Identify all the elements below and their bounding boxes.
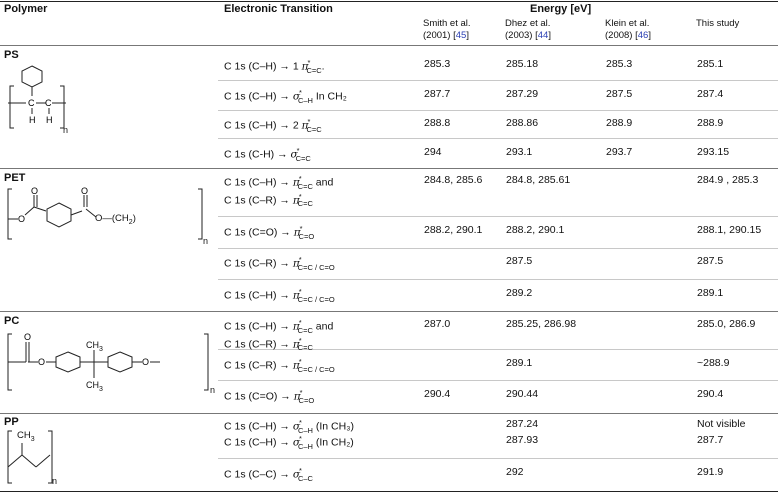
pp-subscript-n: n (52, 476, 58, 486)
energy-value: 288.8 (424, 117, 451, 129)
energy-value: 287.7 (424, 88, 451, 100)
energy-value: 285.1 (697, 58, 724, 70)
bottom-rule (0, 491, 778, 492)
transition-cell: C 1s $(C-R) \to \pi^*_{C=C / C=O}$ (224, 357, 335, 374)
transition-cell: C 1s $(C-H) \to \sigma^*_{C=C}$ (224, 146, 311, 163)
energy-value: 287.5 (697, 255, 724, 267)
ps-subscript-n: n (63, 125, 69, 135)
energy-value: 289.1 (506, 357, 533, 369)
transition-cell: C 1s $(C=O) \to \pi^*_{C=O}$ (224, 224, 315, 241)
energy-value: ~288.9 (697, 357, 730, 369)
energy-value: 289.1 (697, 287, 724, 299)
energy-value: 291.9 (697, 466, 724, 478)
header-polymer: Polymer (4, 3, 48, 15)
energy-value: 294 (424, 146, 442, 158)
energy-value: 290.4 (424, 388, 451, 400)
energy-value: 287.5 (606, 88, 633, 100)
energy-value: 288.9 (697, 117, 724, 129)
transition-cell: C 1s (C–H) → 2 $\pi^*_{C=C}$ (224, 117, 322, 134)
energy-value: 285.25, 286.98 (506, 318, 577, 330)
energy-value: 292 (506, 466, 524, 478)
section-rule (0, 168, 778, 169)
polymer-pet: PET (4, 172, 26, 184)
svg-text:O: O (142, 357, 150, 367)
energy-value: 287.93 (506, 434, 539, 446)
energy-value: 289.2 (506, 287, 533, 299)
energy-value: 287.4 (697, 88, 724, 100)
transition-cell: C 1s $(C-H) \to \pi^*_{C=C / C=O}$ (224, 287, 335, 304)
header-rule (0, 45, 778, 46)
energy-value: 288.2, 290.1 (424, 224, 483, 236)
row-rule (218, 380, 778, 381)
transition-cell: C 1s $(C-H) \to \pi^*_{C=C}$ and C 1s $(C-R) \to \pi^*_{C=C}$ (224, 318, 334, 353)
ps-structure-image (4, 62, 74, 134)
energy-value: 287.5 (506, 255, 533, 267)
energy-value: 285.0, 286.9 (697, 318, 756, 330)
transition-cell: C 1s $(C-C) \to \sigma^*_{C-C}$ (224, 466, 313, 483)
polymer-pp: PP (4, 416, 19, 428)
row-rule (218, 248, 778, 249)
energy-value: 285.18 (506, 58, 539, 70)
top-rule (0, 1, 778, 2)
transition-cell: C 1s $(C-H) \to \sigma^*_{C-H}$ (In CH₃) (224, 418, 354, 435)
energy-value: 288.86 (506, 117, 539, 129)
source-smith: Smith et al. (2001) [45] (423, 18, 471, 41)
source-dhez: Dhez et al. (2003) [44] (505, 18, 551, 41)
energy-value: 284.8, 285.61 (506, 174, 571, 186)
section-rule (0, 413, 778, 414)
energy-value: 293.1 (506, 146, 533, 158)
energy-value: 287.24 (506, 418, 539, 430)
svg-text:C: C (45, 98, 52, 108)
transition-cell: C 1s (C–H) → 1 $\pi^*_{C=C}$. (224, 58, 325, 75)
svg-text:O: O (31, 186, 39, 196)
transition-cell: C 1s $(C-H) \to \sigma^*_{C-H}$ (In CH₂) (224, 434, 354, 451)
energy-value: 293.15 (697, 146, 730, 158)
svg-text:H: H (46, 115, 53, 125)
energy-value: 284.8, 285.6 (424, 174, 483, 186)
energy-value: 285.3 (606, 58, 633, 70)
svg-text:O: O (18, 214, 26, 224)
svg-text:O: O (24, 332, 32, 342)
pc-ch3-top: $CH_3$ (86, 340, 103, 353)
row-rule (218, 458, 778, 459)
energy-value: 288.2, 290.1 (506, 224, 565, 236)
svg-text:O: O (81, 186, 89, 196)
energy-value: 288.1, 290.15 (697, 224, 762, 236)
pc-ch3-bottom: $CH_3$ (86, 380, 103, 393)
energy-value: 287.0 (424, 318, 451, 330)
polymer-ps: PS (4, 49, 19, 61)
transition-cell: C 1s $(C-R) \to \pi^*_{C=C / C=O}$ (224, 255, 335, 272)
polymer-pc: PC (4, 315, 20, 327)
section-rule (0, 311, 778, 312)
svg-text:O: O (38, 357, 46, 367)
svg-text:C: C (28, 98, 35, 108)
energy-value: 288.9 (606, 117, 633, 129)
row-rule (218, 216, 778, 217)
energy-value: 290.4 (697, 388, 724, 400)
transition-cell: C 1s $(C-H) \to \sigma^*_{C-H}$ In CH₂ (224, 88, 347, 105)
energy-value: 287.29 (506, 88, 539, 100)
header-energy: Energy [eV] (530, 3, 592, 15)
pp-ch3: $CH_3$ (17, 430, 35, 443)
row-rule (218, 138, 778, 139)
transition-cell: C 1s $(C-H) \to \pi^*_{C=C}$ and C 1s $(C-R) \to \pi^*_{C=C}$ (224, 174, 334, 209)
row-rule (218, 80, 778, 81)
row-rule (218, 279, 778, 280)
energy-value: 284.9 , 285.3 (697, 174, 759, 186)
energy-value: 287.7 (697, 434, 724, 446)
transition-cell: C 1s $(C=O) \to \pi^*_{C=O}$ (224, 388, 315, 405)
pc-subscript-n: n (210, 385, 216, 395)
energy-value: 285.3 (424, 58, 451, 70)
energy-value: 293.7 (606, 146, 633, 158)
pc-structure-image (4, 328, 214, 396)
source-this-study: This study (696, 18, 740, 29)
row-rule (218, 110, 778, 111)
source-klein: Klein et al. (2008) [46] (605, 18, 651, 41)
energy-value: Not visible (697, 418, 746, 430)
svg-text:H: H (29, 115, 36, 125)
pet-subscript-n: n (203, 236, 209, 246)
pet-chain-label: $O—(CH_2)$ (95, 213, 136, 226)
energy-value: 290.44 (506, 388, 539, 400)
header-transition: Electronic Transition (224, 3, 333, 15)
